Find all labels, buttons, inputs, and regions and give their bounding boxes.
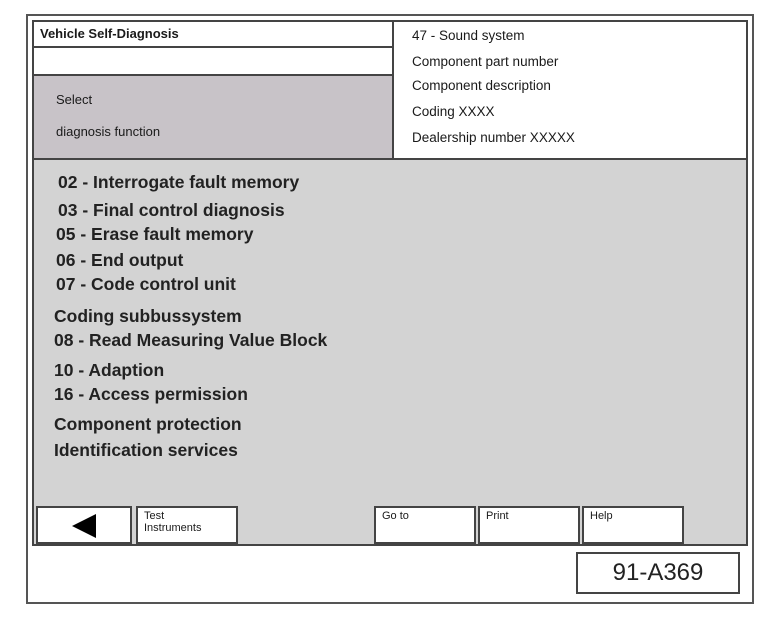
test-instruments-label-line2: Instruments [144, 522, 202, 534]
menu-item-access-permission[interactable]: 16 - Access permission [54, 384, 248, 404]
info-dealership: Dealership number XXXXX [412, 130, 575, 145]
menu-item-coding-subbussystem[interactable]: Coding subbussystem [54, 306, 242, 326]
select-prompt-line2: diagnosis function [56, 124, 161, 139]
select-prompt-line1: Select [56, 92, 93, 107]
test-instruments-label-line1: Test [144, 510, 165, 522]
menu-item-identification-services[interactable]: Identification services [54, 440, 238, 460]
info-description: Component description [412, 78, 551, 93]
info-system: 47 - Sound system [412, 28, 525, 43]
screen-title: Vehicle Self-Diagnosis [34, 22, 394, 48]
component-info [394, 22, 746, 160]
info-part-number: Component part number [412, 54, 559, 69]
menu-item-component-protection[interactable]: Component protection [54, 414, 242, 434]
goto-label: Go to [382, 510, 409, 522]
diagnosis-screen [32, 20, 748, 546]
header-left [34, 22, 394, 158]
back-arrow-icon [72, 514, 96, 538]
menu-item-final-control-diagnosis[interactable]: 03 - Final control diagnosis [58, 200, 285, 220]
figure-code: 91-A369 [576, 552, 740, 594]
help-button[interactable] [582, 506, 684, 544]
print-label: Print [486, 510, 509, 522]
back-button[interactable] [36, 506, 132, 544]
test-instruments-button[interactable] [136, 506, 238, 544]
help-label: Help [590, 510, 613, 522]
menu-item-erase-fault-memory[interactable]: 05 - Erase fault memory [56, 224, 254, 244]
goto-button[interactable] [374, 506, 476, 544]
select-prompt [34, 76, 394, 160]
menu-item-code-control-unit[interactable]: 07 - Code control unit [56, 274, 236, 294]
menu-item-end-output[interactable]: 06 - End output [56, 250, 184, 270]
menu-item-read-measuring-value-block[interactable]: 08 - Read Measuring Value Block [54, 330, 328, 350]
info-coding: Coding XXXX [412, 104, 495, 119]
menu-item-adaption[interactable]: 10 - Adaption [54, 360, 165, 380]
blank-field [34, 48, 394, 76]
figure-frame [26, 14, 754, 604]
menu-item-interrogate-fault-memory[interactable]: 02 - Interrogate fault memory [58, 172, 300, 192]
print-button[interactable] [478, 506, 580, 544]
